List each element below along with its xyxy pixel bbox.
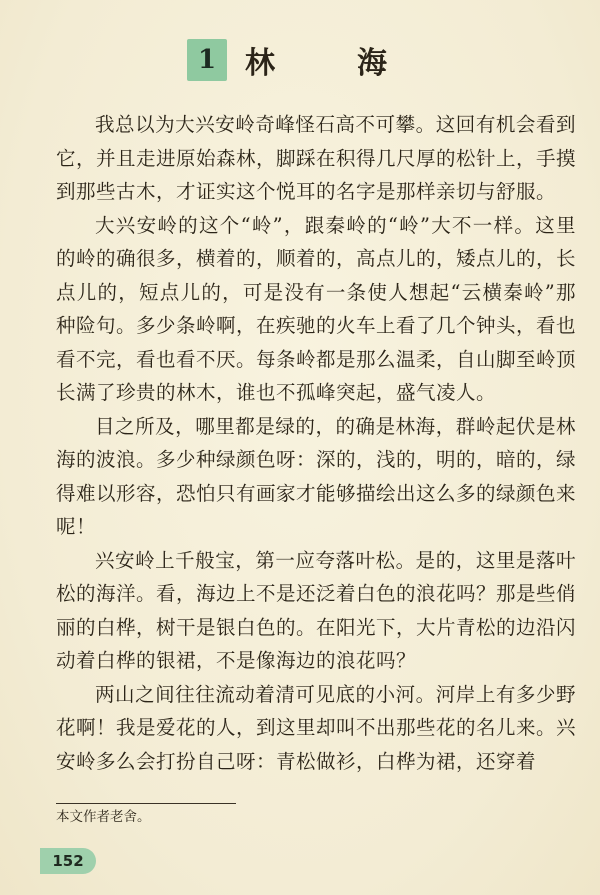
- paragraph-2: 大兴安岭的这个“岭”，跟秦岭的“岭”大不一样。这里的岭的确很多，横着的，顺着的，高点儿的，矮点儿的，长点儿的，短点儿的，可是没有一条使人想起“云横秦岭”那种险句。多少条岭啊，在疾驰的火车上看了几个钟头，看也看不完，看也看不厌。每条岭都是那么温柔，自山脚至岭顶长满了珍贵的林木，谁也不孤峰突起，盛气凌人。: [56, 213, 577, 404]
- footnote-divider: [56, 803, 236, 804]
- paragraph-1: 我总以为大兴安岭奇峰怪石高不可攀。这回有机会看到它，并且走进原始森林，脚踩在积得几尺厚的松针上，手摸到那些古木，才证实这个悦耳的名字是那样亲切与舒服。: [56, 113, 577, 203]
- paragraph-4: 兴安岭上千般宝，第一应夸落叶松。是的，这里是落叶松的海洋。看，海边上不是还泛着白色的浪花吗？那是些俏丽的白桦，树干是银白色的。在阳光下，大片青松的边沿闪动着白桦的银裙，不是像海边的浪花吗？: [56, 548, 577, 672]
- lesson-number-badge: 1: [187, 39, 227, 81]
- lesson-title: [0, 38, 600, 82]
- footnote: 本文作者老舍。: [56, 809, 151, 825]
- lesson-title-text: 林 海: [245, 46, 413, 81]
- page-number-tab: 152: [40, 848, 96, 874]
- paragraph-3: 目之所及，哪里都是绿的，的确是林海，群岭起伏是林海的波浪。多少种绿颜色呀：深的，浅的，明的，暗的，绿得难以形容，恐怕只有画家才能够描绘出这么多的绿颜色来呢！: [56, 414, 577, 538]
- article-body: [56, 108, 576, 778]
- paragraph-5: 两山之间往往流动着清可见底的小河。河岸上有多少野花啊！我是爱花的人，到这里却叫不出那些花的名儿来。兴安岭多么会打扮自己呀：青松做衫，白桦为裙，还穿着: [56, 682, 577, 773]
